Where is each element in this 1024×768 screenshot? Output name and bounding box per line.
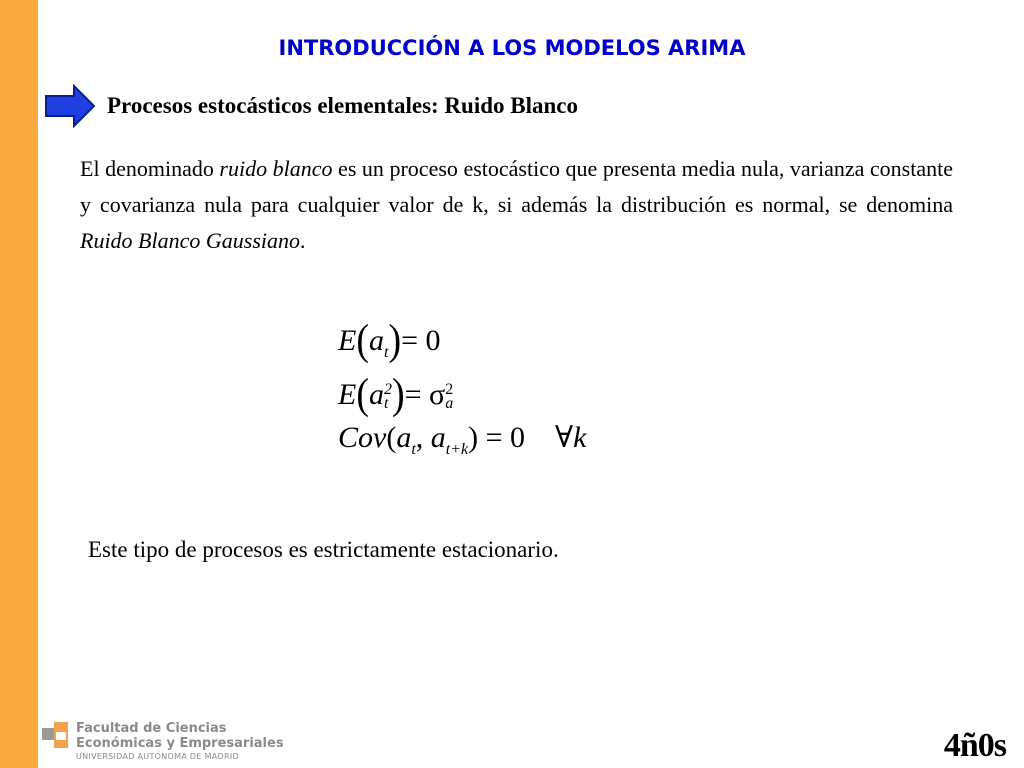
definition-paragraph: El denominado ruido blanco es un proceso estocástico que presenta media nula, varianza constante y covarianza nula para cualquier valor de k, si además la distribución es normal, se denomina Ruido Blanco Gaussiano. xyxy=(80,156,954,253)
faculty-logo-icon xyxy=(42,722,68,748)
side-accent-bar xyxy=(0,0,38,768)
term-ruido-blanco: ruido blanco xyxy=(219,156,333,181)
equation-variance: E(a 2 t )= σ 2 a xyxy=(338,369,454,419)
slide-title: INTRODUCCIÓN A LOS MODELOS ARIMA xyxy=(278,36,746,60)
term-ruido-blanco-gaussiano: Ruido Blanco Gaussiano xyxy=(80,228,300,253)
equation-covariance: $Cov(a_t$, $a_{t+k}) = 0$ ∀k xyxy=(338,421,587,458)
forall-symbol: ∀ xyxy=(555,421,574,454)
arrow-right-icon xyxy=(44,84,96,128)
section-subtitle: Procesos estocásticos elementales: Ruido Blanco xyxy=(107,93,578,118)
page-number: 4ñ0s xyxy=(943,727,1006,764)
conclusion-text: Este tipo de procesos es estrictamente estacionario. xyxy=(88,537,559,562)
faculty-logo-text: Facultad de Ciencias Económicas y Empresariales UNIVERSIDAD AUTÓNOMA DE MADRID xyxy=(76,721,284,761)
equation-mean: $E(a_t)= 0$ xyxy=(338,315,441,365)
